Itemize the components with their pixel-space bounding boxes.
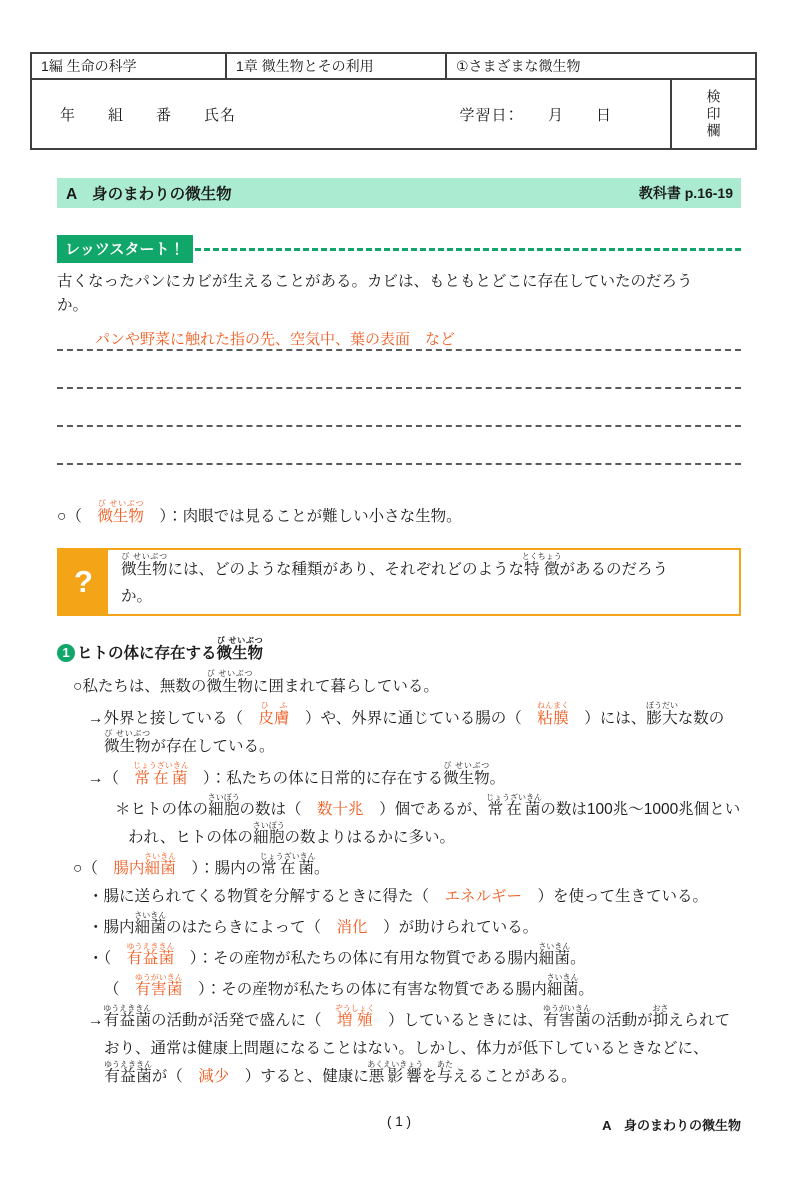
section-a-title: A 身のまわりの微生物 bbox=[66, 186, 232, 203]
section1-heading bbox=[57, 636, 741, 669]
body-line: ○（ 腸内細菌さいきん ）：腸内の常在菌じょうざいきん。 bbox=[73, 852, 330, 877]
lets-start-badge: レッツスタート！ bbox=[57, 235, 193, 263]
header-cell-unit: 1編 生命の科学 bbox=[32, 54, 227, 78]
header-cell-topic: ①さまざまな微生物 bbox=[456, 58, 581, 74]
header-row-titles bbox=[32, 54, 755, 80]
dashed-rule bbox=[195, 248, 741, 251]
body-line: →（ 常在菌じょうざいきん ）：私たちの体に日常的に存在する微生物び せいぶつ。 bbox=[88, 761, 506, 787]
name-fields-label: 年 組 番 氏名 bbox=[60, 106, 237, 124]
header-table bbox=[30, 52, 757, 150]
question-text: 微生物び せいぶつには、どのような種類があり、それぞれどのような特徴とくちょうがあるのだろうか。 bbox=[121, 552, 669, 605]
body-line: ＊ヒトの体の細胞さいぼうの数は（ 数十兆 ）個であるが、常在菌じょうざいきんの数は100兆～1000兆個といわれ、ヒトの体の細胞さいぼうの数よりはるかに多い。 bbox=[115, 793, 741, 846]
answer-line-blank bbox=[57, 389, 741, 427]
answer-line-blank bbox=[57, 351, 741, 389]
body-line: ・（ 有益菌ゆうえききん ）：その産物が私たちの体に有用な物質である腸内細菌さいきん。 bbox=[88, 942, 586, 967]
section-a-bar bbox=[57, 178, 741, 208]
body-line: →有益菌ゆうえききんの活動が活発で盛んに（ 増殖ぞうしょく ）しているときには、有害菌ゆうがいきんの活動が抑おさえられており、通常は健康上問題になることはない。しかし、体力が低下しているときなどに、有益菌ゆうえききんが（ 減少 ）すると、健康に悪影響あくえいきょうを与あたえることがある。 bbox=[88, 1004, 731, 1085]
stamp-box bbox=[670, 80, 755, 148]
body-line: ・腸に送られてくる物質を分解するときに得た（ エネルギー ）を使って生きている。 bbox=[88, 888, 709, 905]
section-number-badge: 1 bbox=[57, 644, 75, 662]
page-number: ( 1 ) bbox=[386, 1114, 411, 1129]
body-line: ○私たちは、無数の微生物び せいぶつに囲まれて暮らしている。 bbox=[73, 669, 439, 695]
study-date-label: 学習日： 月 日 bbox=[459, 106, 612, 124]
answer-line-filled bbox=[57, 321, 741, 351]
definition-line: ○（ 微生物び せいぶつ ）：肉眼では見ることが難しい小さな生物。 bbox=[57, 499, 462, 525]
question-box bbox=[57, 548, 741, 616]
section1-heading-text: ヒトの体に存在する微生物び せいぶつ bbox=[77, 636, 264, 662]
lets-start-prompt: 古くなったパンにカビが生えることがある。カビは、もともとどこに存在していたのだろうか。 bbox=[57, 273, 693, 314]
body-line: →外界と接している（ 皮膚ひ ふ ）や、外界に通じている腸の（ 粘膜ねんまく ）には、膨ぼう大だいな数の微生物び せいぶつが存在している。 bbox=[88, 701, 725, 755]
body-line: （ 有害菌ゆうがいきん ）：その産物が私たちの体に有害な物質である腸内細菌さいきん。 bbox=[104, 973, 594, 998]
question-mark-icon: ? bbox=[59, 550, 108, 614]
header-cell-chapter: 1章 微生物とその利用 bbox=[227, 54, 447, 78]
handwritten-answer: パンや野菜に触れた指の先、空気中、葉の表面 など bbox=[95, 331, 456, 348]
lets-start-header bbox=[57, 235, 741, 263]
body-line: ・腸内細菌さいきんのはたらきによって（ 消化 ）が助けられている。 bbox=[88, 911, 539, 936]
stamp-box-label: 検印欄 bbox=[705, 88, 722, 140]
student-info-cell bbox=[32, 80, 670, 148]
textbook-page-ref: 教科書 p.16-19 bbox=[638, 185, 733, 201]
answer-line-blank bbox=[57, 427, 741, 465]
main-content bbox=[57, 178, 741, 1091]
footer-section-label: A 身のまわりの微生物 bbox=[602, 1118, 741, 1133]
header-row-student bbox=[32, 80, 755, 148]
